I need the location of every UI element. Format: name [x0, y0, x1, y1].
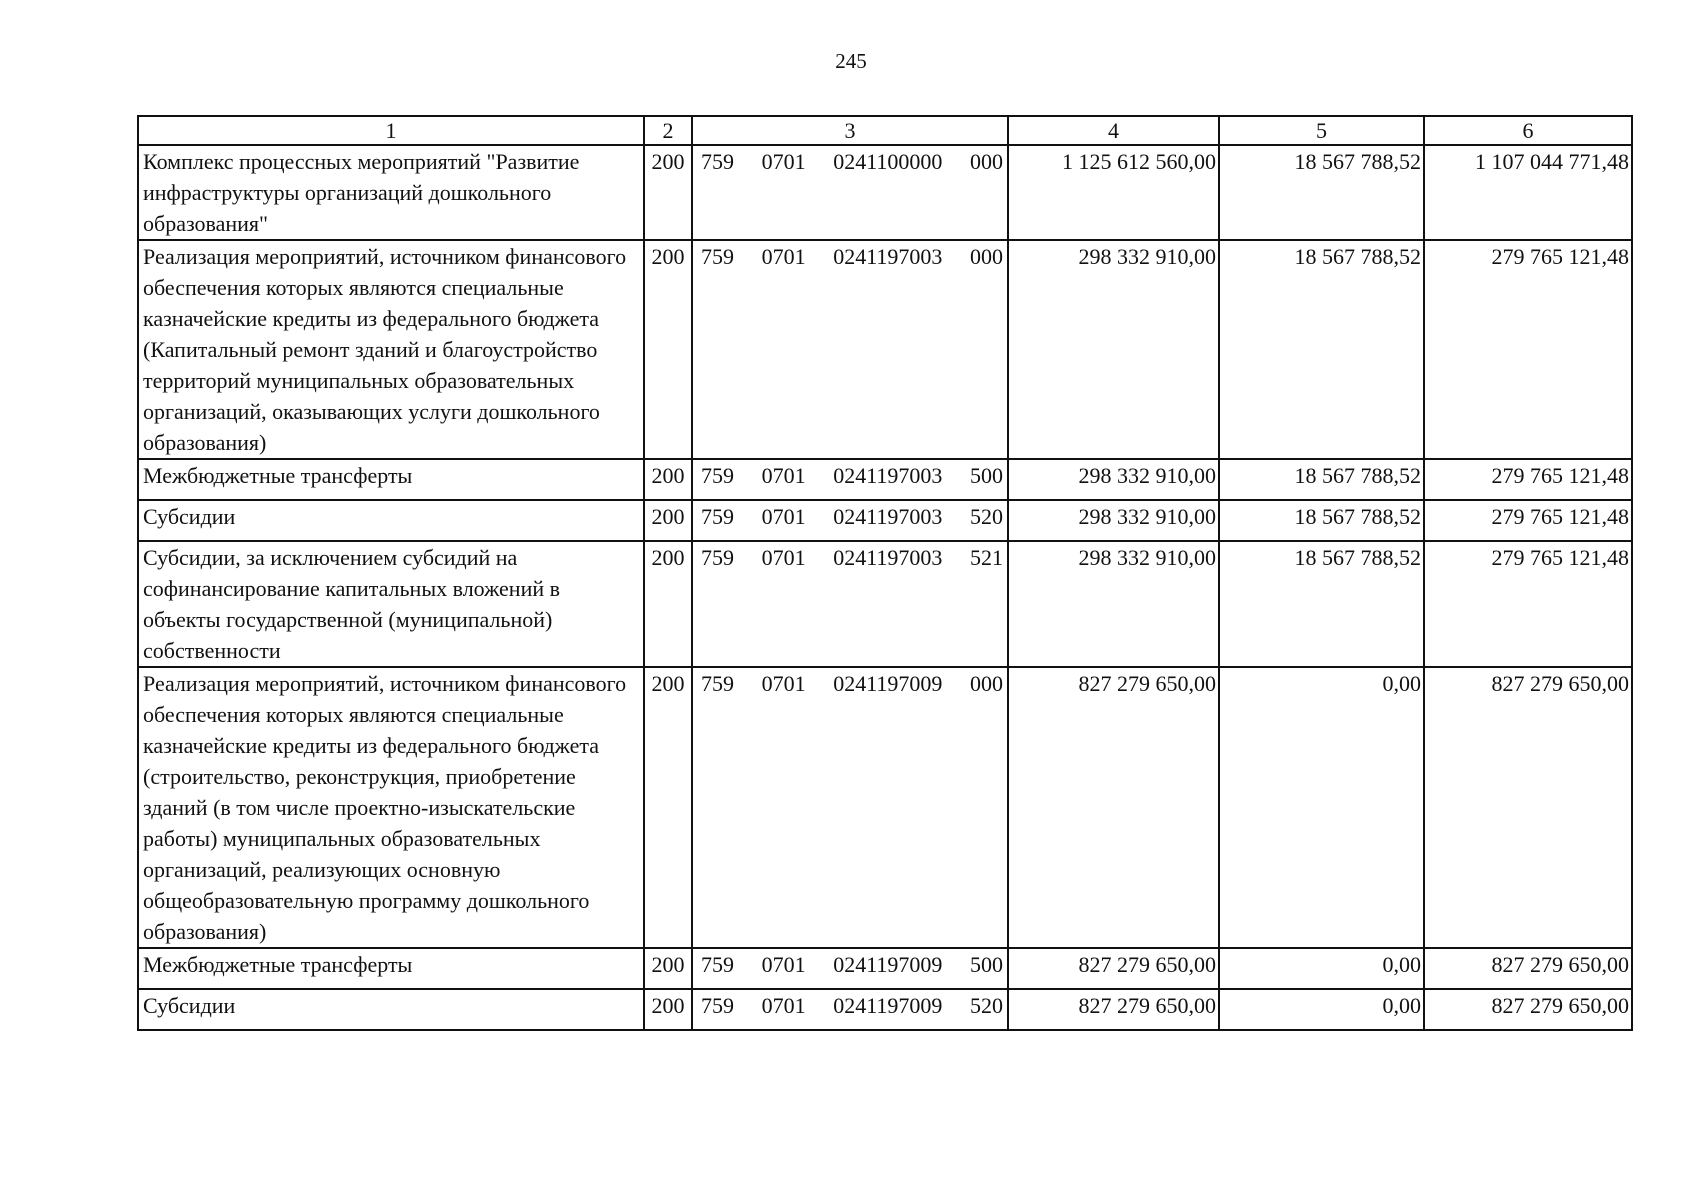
- table-row: [138, 989, 1632, 1030]
- code-type: 500: [969, 463, 1003, 488]
- code-section: 0701: [761, 671, 806, 696]
- header-cell: 5: [1219, 116, 1424, 145]
- table-row: [138, 145, 1632, 240]
- row-codes: [692, 500, 1008, 541]
- row-col6: 279 765 121,48: [1424, 500, 1632, 541]
- header-cell: 1: [138, 116, 644, 145]
- table-header-row: [138, 116, 1632, 145]
- budget-table: [137, 115, 1633, 1031]
- row-col2: 200: [644, 541, 692, 667]
- row-col4: 298 332 910,00: [1008, 459, 1219, 500]
- row-codes: [692, 948, 1008, 989]
- code-target: 0241197003: [833, 463, 943, 488]
- header-cell: 2: [644, 116, 692, 145]
- code-section: 0701: [761, 244, 806, 269]
- row-col6: 279 765 121,48: [1424, 240, 1632, 459]
- code-target: 0241197003: [833, 504, 943, 529]
- table-row: [138, 240, 1632, 459]
- row-col6: 827 279 650,00: [1424, 667, 1632, 948]
- code-type: 000: [969, 244, 1003, 269]
- row-col4: 298 332 910,00: [1008, 541, 1219, 667]
- row-col5: 18 567 788,52: [1219, 541, 1424, 667]
- row-col2: 200: [644, 500, 692, 541]
- row-name: Межбюджетные трансферты: [138, 948, 644, 989]
- code-ministry: 759: [701, 504, 734, 529]
- table-row: [138, 500, 1632, 541]
- table-row: [138, 948, 1632, 989]
- code-target: 0241197009: [833, 952, 943, 977]
- code-type: 500: [969, 952, 1003, 977]
- code-type: 520: [969, 504, 1003, 529]
- row-col2: 200: [644, 459, 692, 500]
- row-name: Комплекс процессных мероприятий "Развитие инфраструктуры организаций дошкольного образования": [138, 145, 644, 240]
- code-type: 000: [969, 671, 1003, 696]
- row-name: Субсидии: [138, 989, 644, 1030]
- code-type: 000: [969, 149, 1003, 174]
- code-ministry: 759: [701, 993, 734, 1018]
- row-col4: 827 279 650,00: [1008, 989, 1219, 1030]
- row-col5: 18 567 788,52: [1219, 500, 1424, 541]
- row-col6: 279 765 121,48: [1424, 541, 1632, 667]
- row-col5: 0,00: [1219, 948, 1424, 989]
- row-col4: 298 332 910,00: [1008, 240, 1219, 459]
- table-row: [138, 541, 1632, 667]
- code-section: 0701: [761, 952, 806, 977]
- code-section: 0701: [761, 993, 806, 1018]
- row-name: Межбюджетные трансферты: [138, 459, 644, 500]
- row-col4: 298 332 910,00: [1008, 500, 1219, 541]
- code-section: 0701: [761, 545, 806, 570]
- row-col6: 827 279 650,00: [1424, 989, 1632, 1030]
- row-codes: [692, 667, 1008, 948]
- code-type: 521: [969, 545, 1003, 570]
- row-col2: 200: [644, 667, 692, 948]
- row-col5: 0,00: [1219, 667, 1424, 948]
- row-col2: 200: [644, 240, 692, 459]
- row-col5: 18 567 788,52: [1219, 145, 1424, 240]
- row-col4: 1 125 612 560,00: [1008, 145, 1219, 240]
- row-col5: 18 567 788,52: [1219, 459, 1424, 500]
- code-ministry: 759: [701, 244, 734, 269]
- code-target: 0241197003: [833, 545, 943, 570]
- row-col5: 0,00: [1219, 989, 1424, 1030]
- row-codes: [692, 541, 1008, 667]
- header-cell: 3: [692, 116, 1008, 145]
- code-target: 0241197009: [833, 671, 943, 696]
- row-col6: 827 279 650,00: [1424, 948, 1632, 989]
- code-target: 0241100000: [833, 149, 943, 174]
- row-col4: 827 279 650,00: [1008, 948, 1219, 989]
- code-type: 520: [969, 993, 1003, 1018]
- code-target: 0241197003: [833, 244, 943, 269]
- row-codes: [692, 145, 1008, 240]
- row-codes: [692, 240, 1008, 459]
- page-number: 245: [835, 49, 867, 73]
- code-ministry: 759: [701, 671, 734, 696]
- row-codes: [692, 459, 1008, 500]
- code-ministry: 759: [701, 545, 734, 570]
- row-col4: 827 279 650,00: [1008, 667, 1219, 948]
- code-ministry: 759: [701, 149, 734, 174]
- code-section: 0701: [761, 149, 806, 174]
- code-target: 0241197009: [833, 993, 943, 1018]
- table-row: [138, 459, 1632, 500]
- row-name: Субсидии, за исключением субсидий на софинансирование капитальных вложений в объекты государственной (муниципальной) собственности: [138, 541, 644, 667]
- header-cell: 4: [1008, 116, 1219, 145]
- row-name: Реализация мероприятий, источником финансового обеспечения которых являются специальные казначейские кредиты из федерального бюджета (строительство, реконструкция, приобретение зданий (в том числе проектно-изыскательские работы) муниципальных образовательных организаций, реализующих основную общеобразовательную программу дошкольного образования): [138, 667, 644, 948]
- row-name: Реализация мероприятий, источником финансового обеспечения которых являются специальные казначейские кредиты из федерального бюджета (Капитальный ремонт зданий и благоустройство территорий муниципальных образовательных организаций, оказывающих услуги дошкольного образования): [138, 240, 644, 459]
- row-col6: 1 107 044 771,48: [1424, 145, 1632, 240]
- code-section: 0701: [761, 463, 806, 488]
- row-name: Субсидии: [138, 500, 644, 541]
- row-col5: 18 567 788,52: [1219, 240, 1424, 459]
- code-ministry: 759: [701, 952, 734, 977]
- row-col2: 200: [644, 948, 692, 989]
- code-section: 0701: [761, 504, 806, 529]
- row-codes: [692, 989, 1008, 1030]
- row-col2: 200: [644, 989, 692, 1030]
- row-col6: 279 765 121,48: [1424, 459, 1632, 500]
- table-row: [138, 667, 1632, 948]
- header-cell: 6: [1424, 116, 1632, 145]
- row-col2: 200: [644, 145, 692, 240]
- code-ministry: 759: [701, 463, 734, 488]
